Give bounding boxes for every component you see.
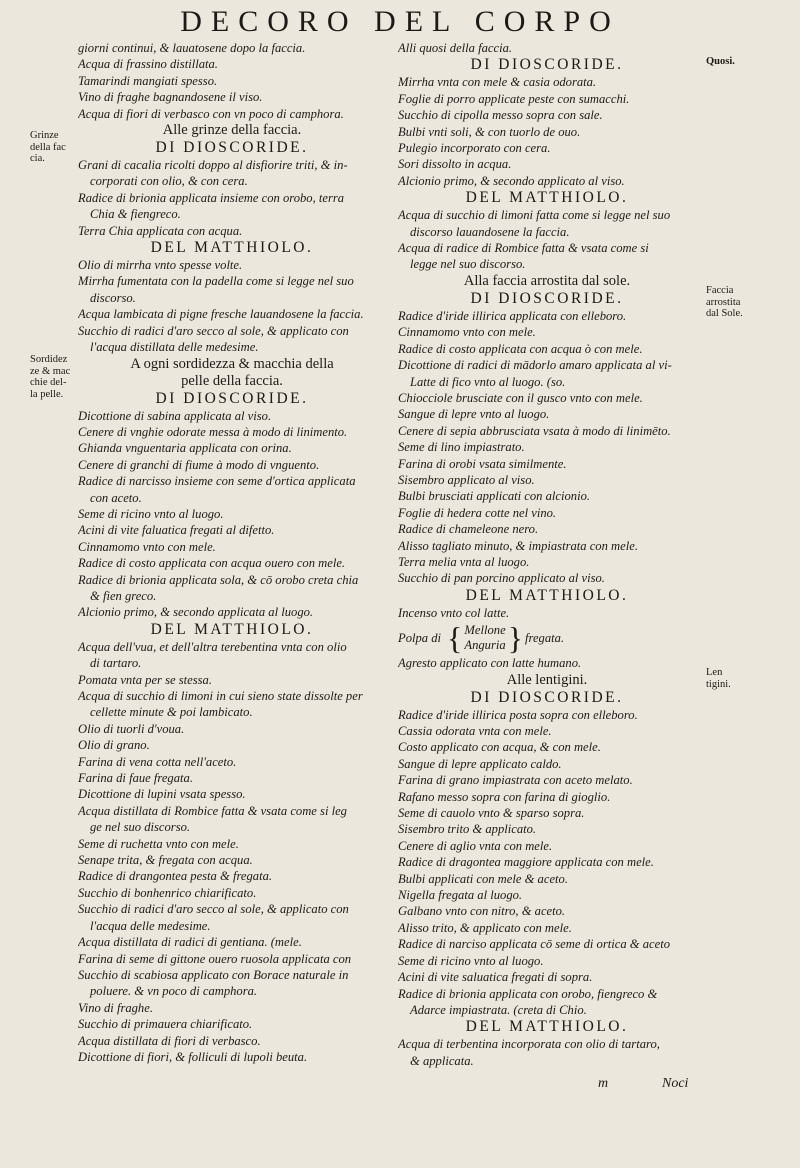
section-heading: DEL MATTHIOLO. (465, 1018, 629, 1036)
margin-note-arrostita: Faccia arrostita dal Sole. (706, 285, 743, 319)
section-heading: DEL MATTHIOLO. (465, 586, 629, 604)
remedy-line: Farina di orobi vsata similmente. (398, 456, 567, 471)
remedy-line: Chiocciole brusciate con il gusco vnto con mele. (398, 390, 643, 405)
remedy-line: Succhio di bonhenrico chiarificato. (78, 885, 257, 900)
remedy-line: Galbano vnto con nitro, & aceto. (398, 904, 566, 919)
remedy-line: Radice di chameleone nero. (398, 522, 539, 537)
remedy-line: Acqua di fiori di verbasco con vn poco di camphora. (78, 106, 344, 121)
remedy-line: Acqua distillata di Rombice fatta & vsata come si leg (78, 803, 347, 818)
remedy-line: discorso lauandosene la faccia. (410, 224, 570, 239)
remedy-line: Acqua distillata di fiori di verbasco. (78, 1033, 261, 1048)
remedy-line: Alcionio primo, & secondo applicato al viso. (398, 173, 625, 188)
remedy-line: Cenere di aglio vnta con mele. (398, 838, 553, 853)
remedy-line: Radice di narcisso insieme con seme d'ortica applicata (78, 474, 356, 489)
remedy-line: Seme di ricino vnto al luogo. (398, 953, 544, 968)
remedy-line: Sangue di lepre applicato caldo. (398, 756, 562, 771)
remedy-line: Farina di seme di gittone ouero ruosola applicata con (78, 951, 352, 966)
remedy-line: Radice di brionia applicata con orobo, fiengreco & (398, 986, 658, 1001)
remedy-line: l'acqua distillata delle medesime. (90, 340, 259, 355)
running-header: DECORO DEL CORPO (180, 5, 620, 38)
remedy-line: Pulegio incorporato con cera. (398, 141, 551, 156)
remedy-line: Acqua di terbentina incorporata con olio di tartaro, (398, 1037, 660, 1052)
remedy-line: con aceto. (90, 490, 142, 505)
remedy-line: Dicottione di lupini vsata spesso. (78, 787, 246, 802)
section-heading: DI DIOSCORIDE. (470, 289, 624, 307)
brace-item: Mellone (464, 623, 506, 638)
remedy-line: Incenso vnto col latte. (398, 605, 510, 620)
remedy-line: Seme di cauolo vnto & sparso sopra. (398, 806, 585, 821)
margin-note-grinze: Grinze della fac cia. (30, 130, 66, 164)
remedy-line: Dicottione di sabina applicata al viso. (78, 408, 272, 423)
margin-note-lentigini: Len tigini. (706, 667, 731, 690)
brace-entry (398, 621, 696, 655)
brace-item: Anguria (464, 638, 506, 653)
remedy-line: Farina di faue fregata. (78, 771, 193, 786)
remedy-line: Cenere di vnghie odorate messa à modo di linimento. (78, 424, 348, 439)
remedy-line: Cenere di granchi di fiume à modo di vnguento. (78, 457, 320, 472)
brace-items (464, 623, 505, 653)
section-subheading: Alle lentigini. (506, 671, 588, 688)
section-heading: DI DIOSCORIDE. (155, 139, 309, 157)
section-subheading: Alle grinze della faccia. (162, 122, 302, 139)
remedy-line: corporati con olio, & con cera. (90, 174, 248, 189)
remedy-line: Succhio di scabiosa applicato con Borace naturale in (78, 967, 349, 982)
remedy-line: Succhio di radici d'aro secco al sole, & applicato con (78, 902, 349, 917)
remedy-line: Vino di fraghe bagnandosene il viso. (78, 90, 263, 105)
remedy-line: Radice di costo applicata con acqua ouero con mele. (78, 556, 346, 571)
remedy-line: di tartaro. (90, 656, 142, 671)
remedy-line: Bulbi vnti soli, & con tuorlo de ouo. (398, 124, 581, 139)
remedy-line: Acini di vite faluatica fregati al difetto. (78, 523, 275, 538)
remedy-line: Acqua di succhio di limoni in cui sieno state dissolte per (78, 689, 363, 703)
remedy-line: Acqua dell'vua, et dell'altra terebentina vnta con olio (78, 639, 347, 654)
remedy-line: Alcionio primo, & secondo applicata al luogo. (78, 605, 314, 620)
remedy-line: poluere. & vn poco di camphora. (90, 984, 258, 999)
right-column (398, 40, 696, 1069)
remedy-line: Bulbi brusciati applicati con alcionio. (398, 489, 591, 504)
remedy-line: Sisembro applicato al viso. (398, 472, 535, 487)
remedy-line: Pomata vnta per se stessa. (78, 672, 212, 687)
remedy-line: l'acqua delle medesime. (90, 918, 211, 933)
remedy-line: Costo applicato con acqua, & con mele. (398, 740, 601, 755)
catchword: Noci (662, 1076, 689, 1091)
signature-mark: m (598, 1076, 609, 1091)
remedy-line: Radice di costo applicata con acqua ò con mele. (398, 341, 643, 356)
left-column (78, 40, 386, 1065)
remedy-line: Acqua distillata di radici di gentiana. (mele. (78, 935, 302, 950)
right-brace: } (507, 620, 524, 657)
remedy-line: Olio di tuorli d'voua. (78, 721, 185, 736)
remedy-line: Nigella fregata al luogo. (398, 888, 523, 903)
remedy-line: & applicata. (410, 1053, 474, 1068)
remedy-line: legge nel suo discorso. (410, 257, 526, 272)
remedy-line: Sangue di lepre vnto al luogo. (398, 407, 550, 422)
remedy-line: Adarce impiastrata. (creta di Chio. (410, 1002, 587, 1017)
remedy-line: Cinnamomo vnto con mele. (78, 539, 216, 554)
remedy-line: Dicottione di fiori, & folliculi di lupoli beuta. (78, 1049, 308, 1064)
remedy-line: Acqua di succhio di limoni fatta come si legge nel suo (398, 208, 671, 223)
remedy-line: Acini di vite saluatica fregati di sopra. (398, 970, 593, 985)
remedy-line: & fien greco. (90, 588, 157, 603)
remedy-line: Vino di fraghe. (78, 1000, 153, 1015)
remedy-line: Ghianda vnguentaria applicata con orina. (78, 441, 292, 456)
remedy-line: Chia & fiengreco. (90, 207, 181, 222)
remedy-line: Foglie di porro applicate peste con sumacchi. (398, 91, 630, 106)
remedy-line: Seme di ricino vnto al luogo. (78, 506, 224, 521)
remedy-line: Radice di dragontea maggiore applicata con mele. (398, 855, 654, 870)
remedy-line: Radice d'iride illirica applicata con elleboro. (398, 308, 627, 323)
brace-after: fregata. (525, 630, 565, 645)
remedy-line: cellette minute & poi lambicato. (90, 705, 253, 720)
remedy-line: Mirrha fumentata con la padella come si legge nel suo (78, 274, 354, 289)
remedy-line: Sisembro trito & applicato. (398, 822, 537, 837)
remedy-line: Mirrha vnta con mele & casia odorata. (398, 75, 597, 90)
remedy-line: Radice di brionia applicata insieme con orobo, terra (78, 190, 345, 205)
remedy-line: Acqua di radice di Rombice fatta & vsata come si (398, 241, 649, 256)
remedy-line: giorni continui, & lauatosene dopo la faccia. (78, 41, 306, 55)
remedy-line: Olio di mirrha vnto spesse volte. (78, 258, 243, 273)
remedy-line: Sori dissolto in acqua. (398, 157, 512, 172)
remedy-line: Succhio di cipolla messo sopra con sale. (398, 108, 603, 123)
remedy-line: Farina di vena cotta nell'aceto. (78, 754, 237, 769)
section-heading: DEL MATTHIOLO. (150, 239, 314, 257)
remedy-line: Acqua di frassino distillata. (78, 57, 218, 72)
margin-note-sordidezze: Sordidez ze & mac chie del- la pelle. (30, 354, 71, 400)
remedy-line: Acqua lambicata di pigne fresche lauandosene la faccia. (78, 307, 364, 322)
section-heading: DEL MATTHIOLO. (150, 620, 314, 638)
remedy-line: Latte di fico vnto al luogo. (so. (410, 374, 566, 389)
remedy-line: Olio di grano. (78, 738, 150, 753)
remedy-line: Cenere di sepia abbrusciata vsata à modo di linimēto. (398, 423, 671, 438)
remedy-line: Farina di grano impiastrata con aceto melato. (398, 773, 633, 788)
remedy-line: Cassia odorata vnta con mele. (398, 724, 552, 738)
remedy-line: Succhio di primauera chiarificato. (78, 1017, 253, 1032)
remedy-line: discorso. (90, 290, 136, 305)
remedy-line: Alisso trito, & applicato con mele. (398, 920, 572, 935)
remedy-line: Seme di ruchetta vnto con mele. (78, 836, 239, 851)
remedy-line: Cinnamomo vnto con mele. (398, 325, 536, 340)
remedy-line: Succhio di radici d'aro secco al sole, & applicato con (78, 323, 349, 338)
section-heading: DI DIOSCORIDE. (155, 389, 309, 407)
remedy-line: Alli quosi della faccia. (398, 41, 513, 55)
remedy-line: Tamarindi mangiati spesso. (78, 73, 218, 88)
remedy-line: Terra melia vnta al luogo. (398, 554, 530, 569)
remedy-line: Senape trita, & fregata con acqua. (78, 853, 253, 868)
remedy-line: Seme di lino impiastrato. (398, 440, 525, 455)
remedy-line: Dicottione di radici di mādorlo amaro applicata al vi- (398, 358, 672, 373)
margin-note-quosi: Quosi. (706, 56, 735, 67)
remedy-line: Succhio di pan porcino applicato al viso. (398, 571, 605, 586)
remedy-line: Terra Chia applicata con acqua. (78, 223, 243, 238)
remedy-line: Radice di drangontea pesta & fregata. (78, 869, 273, 884)
section-heading: DEL MATTHIOLO. (465, 189, 629, 207)
remedy-line: ge nel suo discorso. (90, 820, 191, 835)
remedy-line: Radice d'iride illirica posta sopra con elleboro. (398, 707, 638, 722)
remedy-line: Agresto applicato con latte humano. (398, 656, 582, 671)
remedy-line: Bulbi applicati con mele & aceto. (398, 871, 568, 886)
section-heading: DI DIOSCORIDE. (470, 688, 624, 706)
section-subheading: pelle della faccia. (181, 372, 283, 389)
remedy-line: Foglie di hedera cotte nel vino. (398, 505, 557, 520)
remedy-line: Radice di brionia applicata sola, & cō orobo creta chia (78, 572, 359, 587)
section-heading: DI DIOSCORIDE. (470, 56, 624, 74)
remedy-line: Rafano messo sopra con farina di gioglio. (398, 789, 611, 804)
left-brace: { (447, 620, 463, 657)
remedy-line: Grani di cacalia ricolti doppo al disfiorire triti, & in- (78, 158, 348, 173)
remedy-line: Radice di narciso applicata cō seme di ortica & aceto (398, 937, 670, 952)
brace-label: Polpa di (398, 630, 442, 645)
section-subheading: Alla faccia arrostita dal sole. (463, 272, 631, 289)
section-subheading: A ogni sordidezza & macchia della (130, 355, 334, 372)
remedy-line: Alisso tagliato minuto, & impiastrata con mele. (398, 538, 638, 553)
